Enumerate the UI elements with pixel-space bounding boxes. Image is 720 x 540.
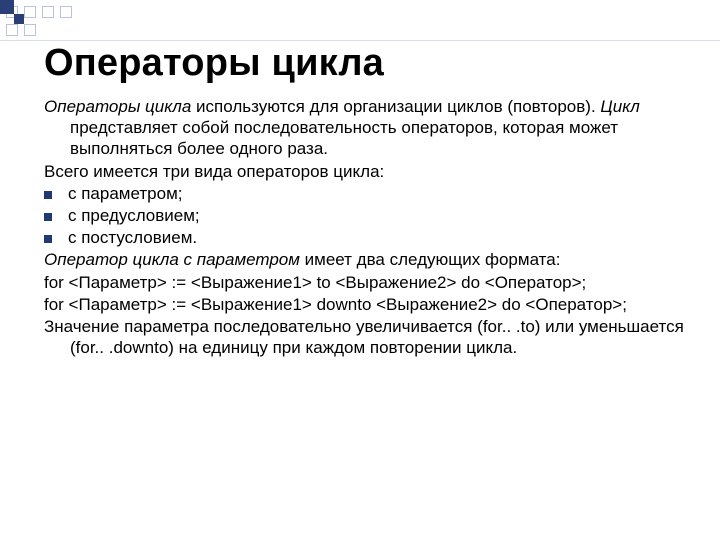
slide-body (44, 96, 704, 358)
syntax-format-to: for <Параметр> := <Выражение1> to <Выражение2> do <Оператор>; (44, 272, 587, 292)
paragraph-kinds: Всего имеется три вида операторов цикла: (44, 161, 385, 181)
slide-title: Операторы цикла (44, 42, 385, 84)
bullet-text: с параметром; (68, 183, 183, 203)
syntax-format-downto: for <Параметр> := <Выражение1> downto <Выражение2> do <Оператор>; (44, 294, 627, 314)
definition-text-1: используются для организации циклов (повторов). (191, 97, 601, 116)
term-loop-operators: Операторы цикла (44, 97, 192, 116)
bullet-square-icon (44, 235, 52, 243)
bullet-square-icon (44, 213, 52, 221)
list-item (44, 205, 704, 226)
paragraph-parameter-change: Значение параметра последовательно увеличивается (for.. .to) или уменьшается (for.. .downto) на единицу при каждом повторении цикла. (44, 317, 684, 358)
term-for-loop: Оператор цикла с параметром (44, 250, 300, 270)
formats-intro-text: имеет два следующих формата: (299, 250, 561, 270)
bullet-text: с предусловием; (68, 206, 200, 226)
paragraph-definition (44, 96, 704, 160)
definition-text-2: представляет собой последовательность операторов, которая может выполняться более одного раза. (70, 118, 619, 159)
bullet-square-icon (44, 191, 52, 199)
paragraph-formats-intro (44, 249, 704, 270)
list-item (44, 227, 704, 248)
term-loop: Цикл (600, 97, 640, 116)
bullet-text: с постусловием. (68, 228, 198, 248)
list-item (44, 183, 704, 204)
